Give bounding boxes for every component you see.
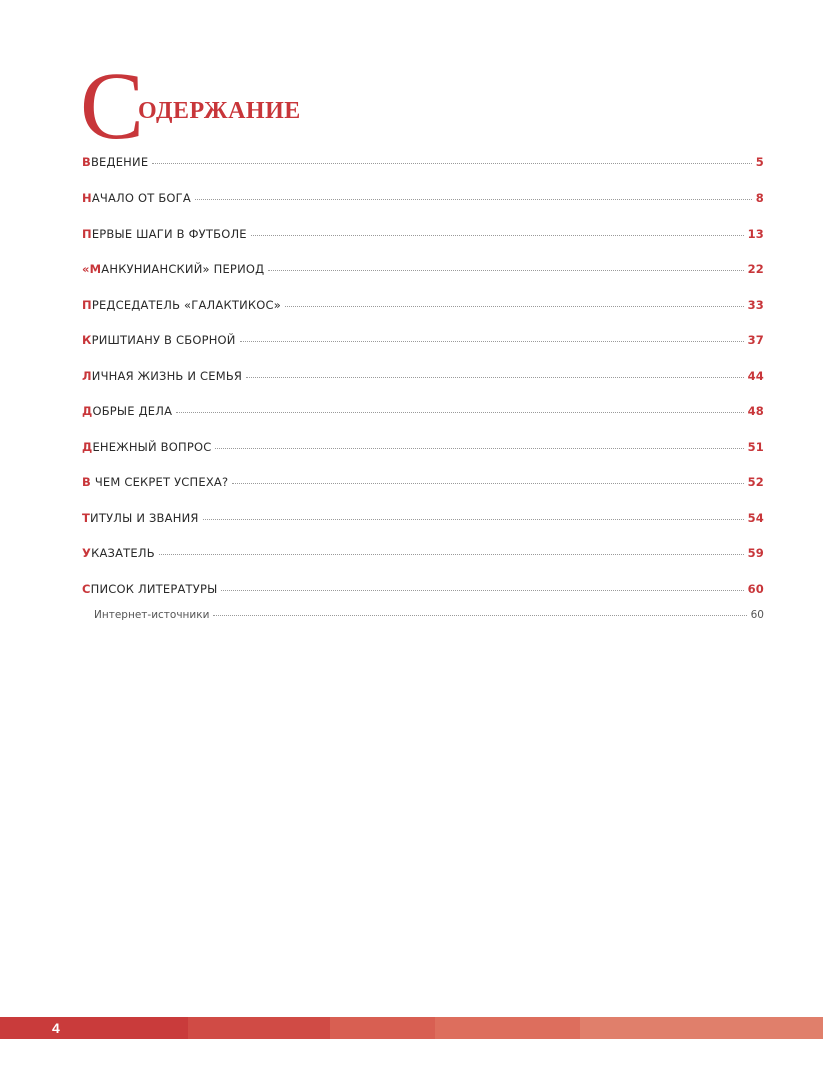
title-rest: ОДЕРЖАНИЕ [138, 98, 301, 124]
dot-leader [215, 448, 743, 449]
toc-entry-initial: П [82, 298, 92, 312]
toc-entry[interactable] [82, 191, 764, 211]
toc-entry[interactable] [82, 582, 764, 602]
toc-entry-text: ПИСОК ЛИТЕРАТУРЫ [90, 582, 218, 596]
toc-entry-title [82, 369, 242, 383]
toc-entry-title [82, 262, 264, 276]
toc-entry-initial: Д [82, 440, 93, 454]
toc-entry-title [82, 191, 191, 205]
page-number: 4 [52, 1020, 60, 1036]
toc-entry-text: АНКУНИАНСКИЙ» ПЕРИОД [101, 262, 265, 276]
toc-entry-initial: С [82, 582, 91, 596]
toc-entry-text: ОБРЫЕ ДЕЛА [92, 404, 173, 418]
footer-bar-segment [580, 1017, 823, 1039]
dot-leader [268, 270, 743, 271]
toc-entry[interactable] [82, 475, 764, 495]
toc-entry[interactable] [82, 369, 764, 389]
toc-entry-text: ИЧНАЯ ЖИЗНЬ И СЕМЬЯ [91, 369, 243, 383]
toc-page-number: 37 [747, 333, 764, 347]
page-title [80, 52, 301, 159]
dot-leader [240, 341, 744, 342]
dot-leader [251, 235, 744, 236]
dot-leader [246, 377, 743, 378]
toc-entry[interactable] [82, 546, 764, 566]
toc-entry-text: РЕДСЕДАТЕЛЬ «ГАЛАКТИКОС» [91, 298, 281, 312]
toc-entry-text: ИТУЛЫ И ЗВАНИЯ [90, 511, 199, 525]
toc-entry-initial: Н [82, 191, 92, 205]
toc-entry-initial: В [82, 475, 91, 489]
toc-entry-title [82, 440, 211, 454]
dot-leader [203, 519, 744, 520]
toc-entry-introduction[interactable] [82, 155, 764, 175]
dot-leader [285, 306, 744, 307]
toc-page-number: 48 [747, 404, 764, 418]
footer-bar-segment [188, 1017, 330, 1039]
toc-page-number: 59 [747, 546, 764, 560]
toc-entry[interactable] [82, 333, 764, 353]
toc-entry[interactable] [82, 511, 764, 531]
toc-entry[interactable] [82, 404, 764, 424]
toc-page-number: 33 [747, 298, 764, 312]
toc-entry-text: РИШТИАНУ В СБОРНОЙ [91, 333, 236, 347]
footer-color-bar [0, 1017, 823, 1039]
toc-entry-initial: В [82, 155, 91, 169]
toc-entry-initial: Т [82, 511, 91, 525]
toc-entry-initial: К [82, 333, 92, 347]
toc-page-number: 54 [747, 511, 764, 525]
toc-page-number: 60 [750, 609, 764, 621]
toc-entry-title [82, 546, 155, 560]
toc-entry-title [82, 227, 247, 241]
toc-page-number: 13 [747, 227, 764, 241]
dot-leader [152, 163, 752, 164]
toc-entry-text: ЧЕМ СЕКРЕТ УСПЕХА? [90, 475, 229, 489]
toc-entry-initial: Л [82, 369, 92, 383]
toc-entry-title [82, 155, 148, 169]
dot-leader [221, 590, 743, 591]
dot-leader [176, 412, 743, 413]
toc-page-number: 60 [747, 582, 764, 596]
toc-page-number: 8 [755, 191, 764, 205]
toc-entry-initial: П [82, 227, 92, 241]
footer-bar-segment [435, 1017, 580, 1039]
toc-entry-title [82, 298, 281, 312]
toc-page-number: 51 [747, 440, 764, 454]
toc-entry-text: ВЕДЕНИЕ [90, 155, 149, 169]
title-initial: С [80, 52, 145, 159]
toc-entry[interactable] [82, 227, 764, 247]
dot-leader [232, 483, 743, 484]
toc-entry[interactable] [82, 440, 764, 460]
dot-leader [213, 615, 746, 616]
toc-entry[interactable] [82, 298, 764, 318]
toc-entry-initial: У [82, 546, 92, 560]
toc-entry-text: ЕНЕЖНЫЙ ВОПРОС [92, 440, 212, 454]
toc-entry-title [82, 582, 217, 596]
toc-entry-initial: Д [82, 404, 93, 418]
toc-entry-text: КАЗАТЕЛЬ [91, 546, 155, 560]
toc-page-number: 52 [747, 475, 764, 489]
toc-page-number: 44 [747, 369, 764, 383]
footer-bar-segment [0, 1017, 188, 1039]
toc-entry[interactable] [82, 262, 764, 282]
toc-entry-text: АЧАЛО ОТ БОГА [91, 191, 191, 205]
toc-entry-title [82, 475, 228, 489]
footer-bar-segment [330, 1017, 435, 1039]
toc-entry-title [82, 511, 199, 525]
dot-leader [159, 554, 744, 555]
toc-page-number: 22 [747, 262, 764, 276]
toc-entry-title [82, 404, 172, 418]
dot-leader [195, 199, 752, 200]
toc-page-number: 5 [755, 155, 764, 169]
toc-sub-entry[interactable] [94, 609, 764, 629]
toc-entry-title [82, 333, 236, 347]
toc-sub-entry-text: Интернет-источники [94, 609, 210, 621]
toc-entry-initial: «М [82, 262, 102, 276]
toc-entry-text: ЕРВЫЕ ШАГИ В ФУТБОЛЕ [91, 227, 247, 241]
